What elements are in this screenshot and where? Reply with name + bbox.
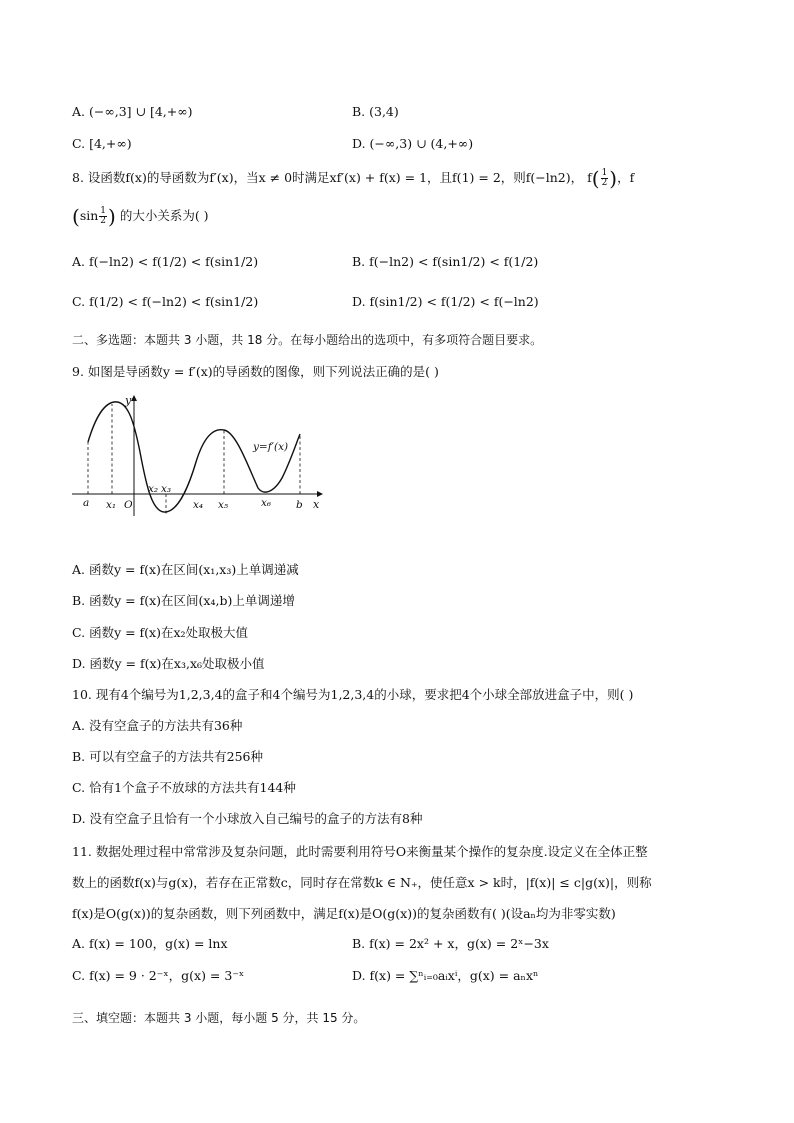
- q11-option-c: C. f(x) = 9 · 2⁻ˣ，g(x) = 3⁻ˣ: [72, 968, 245, 983]
- q8-option-c: C. f(1/2) < f(−ln2) < f(sin1/2): [72, 294, 259, 309]
- q11-stem-line2: 数上的函数f(x)与g(x)，若存在正常数c，同时存在常数k ∈ N₊，使任意x > k时，|f(x)| ≤ c|g(x)|，则称: [72, 875, 652, 890]
- q8-option-a: A. f(−ln2) < f(1/2) < f(sin1/2): [72, 254, 259, 269]
- q9-option-a: A. 函数y = f(x)在区间(x₁,x₃)上单调递减: [72, 562, 299, 577]
- tick-x1: x₁: [106, 499, 117, 511]
- q11-option-b: B. f(x) = 2x² + x，g(x) = 2ˣ−3x: [352, 936, 549, 951]
- q8-option-b: B. f(−ln2) < f(sin1/2) < f(1/2): [352, 254, 539, 269]
- q9-option-c: C. 函数y = f(x)在x₂处取极大值: [72, 625, 249, 640]
- q11-stem-line3: f(x)是O(g(x))的复杂函数，则下列函数中，满足f(x)是O(g(x))的复杂函数有( )(设aₙ均为非零实数): [72, 906, 616, 921]
- q11-option-d: D. f(x) = ∑ⁿᵢ₌₀aᵢxⁱ，g(x) = aₙxⁿ: [352, 968, 539, 983]
- x-axis-label: x: [313, 498, 320, 511]
- tick-b: b: [296, 499, 303, 511]
- q8-stem: [72, 168, 634, 189]
- tick-a: a: [83, 497, 90, 509]
- q9-option-d: D. 函数y = f(x)在x₃,x₆处取极小值: [72, 656, 265, 671]
- q7-option-c: C. [4,+∞): [72, 136, 132, 151]
- q9-option-b: B. 函数y = f(x)在区间(x₄,b)上单调递增: [72, 593, 295, 608]
- origin-label: O: [124, 499, 133, 511]
- tick-x2: x₂: [148, 483, 159, 495]
- q7-option-a: A. (−∞,3] ∪ [4,+∞): [72, 104, 193, 119]
- sin-label: sin: [79, 208, 99, 223]
- q10-stem: 10. 现有4个编号为1,2,3,4的盒子和4个编号为1,2,3,4的小球，要求把4个小球全部放进盒子中，则( ): [72, 687, 634, 702]
- tick-x4: x₄: [193, 499, 204, 511]
- q10-option-b: B. 可以有空盒子的方法共有256种: [72, 749, 263, 764]
- q11-option-a: A. f(x) = 100，g(x) = lnx: [72, 936, 228, 951]
- q11-stem-line1: 11. 数据处理过程中常常涉及复杂问题，此时需要利用符号O来衡量某个操作的复杂度.设定义在全体正整: [72, 844, 648, 859]
- q7-option-d: D. (−∞,3) ∪ (4,+∞): [352, 136, 474, 151]
- q8-f-sin-half: (sin $\frac{1}{2}$ ): [72, 204, 116, 229]
- y-axis-label: y: [125, 394, 132, 407]
- section-3-heading: 三、填空题：本题共 3 小题，每小题 5 分，共 15 分。: [72, 1011, 366, 1025]
- q8-stem-tail: 的大小关系为( ): [119, 208, 209, 223]
- q10-option-d: D. 没有空盒子且恰有一个小球放入自己编号的盒子的方法有8种: [72, 811, 423, 826]
- q8-option-d: D. f(sin1/2) < f(1/2) < f(−ln2): [352, 294, 539, 309]
- tick-x3: x₃: [161, 483, 172, 495]
- q7-option-b: B. (3,4): [352, 104, 399, 119]
- tick-x5: x₅: [218, 499, 229, 511]
- curve-label: y=f′(x): [253, 441, 289, 453]
- q8-stem-text: 8. 设函数f(x)的导函数为f′(x)，当x ≠ 0时满足xf′(x) + f(x) = 1，且f(1) = 2，则f(−ln2)，: [72, 170, 584, 185]
- curve: [88, 402, 300, 512]
- q10-option-a: A. 没有空盒子的方法共有36种: [72, 718, 243, 733]
- q9-stem: 9. 如图是导函数y = f′(x)的导函数的图像，则下列说法正确的是( ): [72, 364, 439, 379]
- q8-f-half: f( $\frac{1}{2}$ )，f: [587, 166, 635, 191]
- tick-x6: x₆: [261, 497, 272, 509]
- q8-stem-cont: [72, 206, 209, 227]
- section-2-heading: 二、多选题：本题共 3 小题，共 18 分。在每小题给出的选项中，有多项符合题目要求。: [72, 333, 543, 347]
- derivative-graph: [70, 392, 330, 522]
- q10-option-c: C. 恰有1个盒子不放球的方法共有144种: [72, 780, 296, 795]
